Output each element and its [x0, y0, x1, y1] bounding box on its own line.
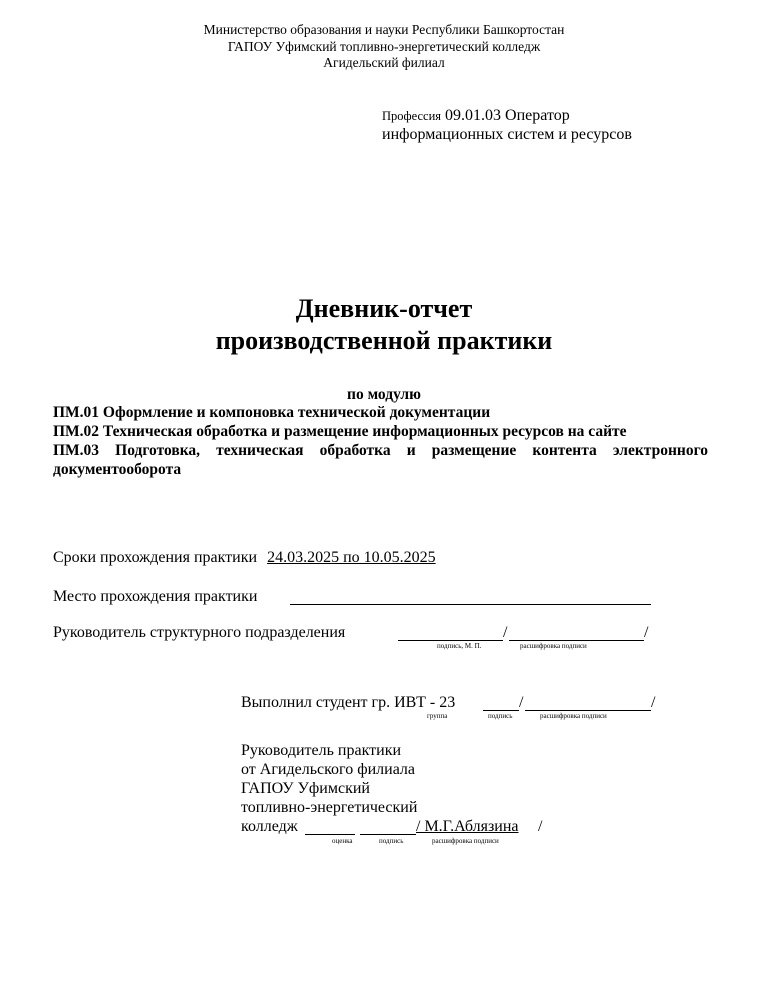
- supervisor-caption-sign: подпись, М. П.: [437, 642, 482, 650]
- document-title-line1: Дневник-отчет: [295, 294, 473, 323]
- place-label: Место прохождения практики: [53, 588, 258, 605]
- student-caption-sign: подпись: [488, 712, 513, 720]
- student-caption-group: группа: [427, 712, 448, 720]
- practice-head-name: / М.Г.Аблязина: [416, 818, 519, 835]
- practice-head-line3: ГАПОУ Уфимский: [241, 780, 370, 797]
- supervisor-slash1: /: [503, 624, 508, 641]
- module-intro: по модулю: [347, 386, 421, 403]
- supervisor-slash2: /: [644, 624, 649, 641]
- practice-head-line4: топливно-энергетический: [241, 799, 418, 816]
- supervisor-decode-line: [509, 640, 644, 641]
- module-pm01: ПМ.01 Оформление и компоновка технической документации: [53, 404, 491, 421]
- practice-head-caption-grade: оценка: [332, 837, 353, 845]
- college-line: ГАПОУ Уфимский топливно-энергетический колледж: [227, 39, 541, 54]
- student-slash2: /: [651, 694, 656, 711]
- student-label: Выполнил студент гр. ИВТ - 23: [241, 694, 456, 711]
- dates-value: 24.03.2025 по 10.05.2025: [267, 549, 436, 566]
- student-decode-line: [525, 710, 651, 711]
- module-pm03: ПМ.03 Подготовка, техническая обработка и размещение контента электронного документооборота: [53, 442, 708, 478]
- profession-line1: [382, 106, 570, 126]
- document-title-line2: производственной практики: [215, 326, 553, 355]
- practice-head-sign-line: [360, 834, 416, 835]
- supervisor-label: Руководитель структурного подразделения: [53, 624, 346, 641]
- branch-line: Агидельский филиал: [323, 55, 445, 70]
- practice-head-caption-sign: подпись: [379, 837, 404, 845]
- supervisor-sign-line: [398, 640, 503, 641]
- profession-code-name: 09.01.03 Оператор: [445, 107, 570, 124]
- profession-label: Профессия: [382, 109, 442, 123]
- student-sign-line: [483, 710, 519, 711]
- place-underline: [290, 604, 651, 605]
- module-pm02: ПМ.02 Техническая обработка и размещение информационных ресурсов на сайте: [53, 423, 627, 440]
- dates-field: [53, 548, 436, 568]
- student-caption-decode: расшифровка подписи: [540, 712, 607, 720]
- profession-line2: информационных систем и ресурсов: [382, 126, 632, 143]
- module-list: [53, 403, 708, 479]
- practice-head-line1: Руководитель практики: [241, 742, 402, 759]
- practice-head-line2: от Агидельского филиала: [241, 761, 416, 778]
- ministry-line: Министерство образования и науки Республики Башкортостан: [203, 22, 565, 37]
- dates-label: Сроки прохождения практики: [53, 549, 258, 566]
- practice-head-slash: /: [538, 818, 543, 835]
- student-slash1: /: [519, 694, 524, 711]
- practice-head-grade-line: [305, 834, 355, 835]
- supervisor-caption-decode: расшифровка подписи: [520, 642, 587, 650]
- practice-head-caption-decode: расшифровка подписи: [432, 837, 499, 845]
- practice-head-line5: колледж: [241, 818, 298, 835]
